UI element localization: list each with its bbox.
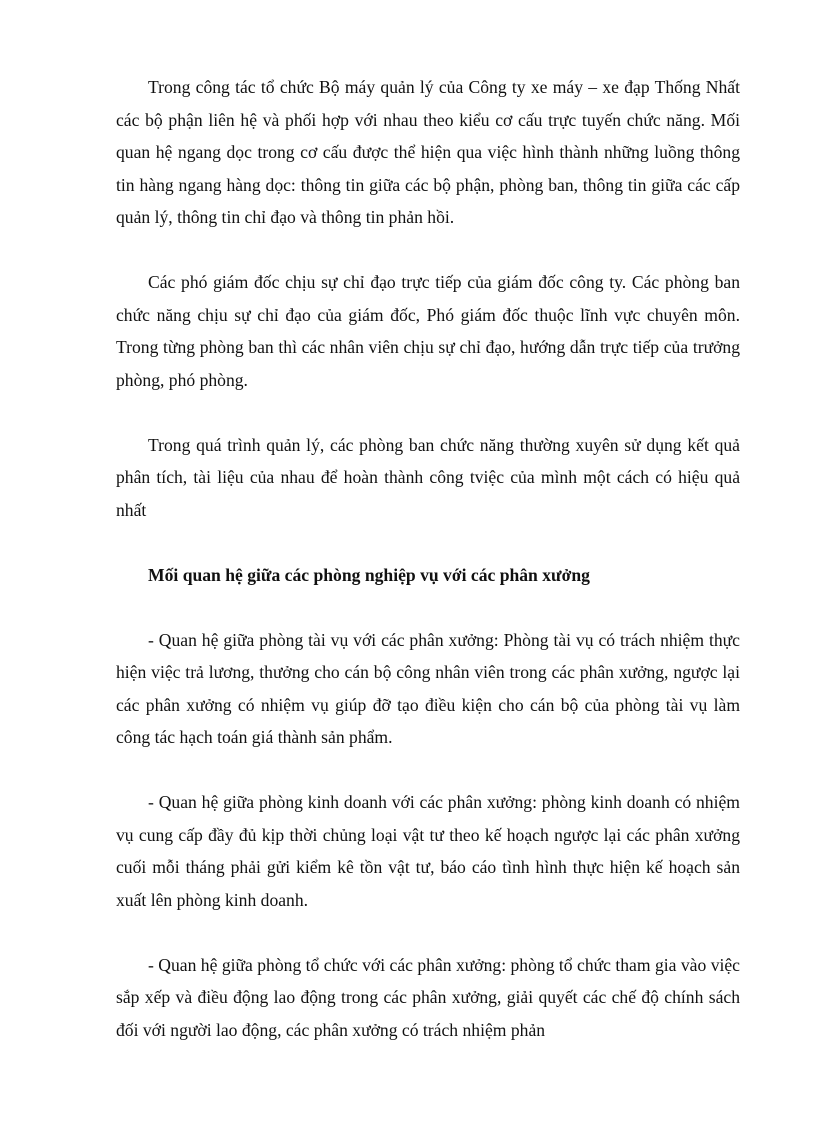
bullet-finance-department: - Quan hệ giữa phòng tài vụ với các phân xưởng: Phòng tài vụ có trách nhiệm thực hiện việc trả lương, thưởng cho cán bộ công nhân viên trong các phân xưởng, ngược lại các phân xưởng có nhiệm vụ giúp đỡ tạo điều kiện cho cán bộ của phòng tài vụ làm công tác hạch toán giá thành sản phẩm. <box>116 629 740 747</box>
paragraph-deputy-directors: Các phó giám đốc chịu sự chỉ đạo trực tiếp của giám đốc công ty. Các phòng ban chức năng chịu sự chỉ đạo của giám đốc, Phó giám đốc thuộc lĩnh vực chuyên môn. Trong từng phòng ban thì các nhân viên chịu sự chỉ đạo, hướng dẫn trực tiếp của trưởng phòng, phó phòng. <box>116 272 740 390</box>
paragraph-org-structure: Trong công tác tổ chức Bộ máy quản lý của Công ty xe máy – xe đạp Thống Nhất các bộ phận liên hệ và phối hợp với nhau theo kiểu cơ cấu trực tuyến chức năng. Mối quan hệ ngang dọc trong cơ cấu được thể hiện qua việc hình thành những luồng thông tin hàng ngang hàng dọc: thông tin giữa các bộ phận, phòng ban, thông tin giữa các cấp quản lý, thông tin chỉ đạo và thông tin phản hồi. <box>116 77 740 227</box>
section-heading: Mối quan hệ giữa các phòng nghiệp vụ với các phân xưởng <box>148 564 590 585</box>
document-body <box>116 71 740 1079</box>
bullet-organization-department: - Quan hệ giữa phòng tổ chức với các phân xưởng: phòng tổ chức tham gia vào việc sắp xếp và điều động lao động trong các phân xưởng, giải quyết các chế độ chính sách đối với người lao động, các phân xưởng có trách nhiệm phản <box>116 954 740 1040</box>
bullet-business-department: - Quan hệ giữa phòng kinh doanh với các phân xưởng: phòng kinh doanh có nhiệm vụ cung cấp đầy đủ kịp thời chủng loại vật tư theo kế hoạch ngược lại các phân xưởng cuối mỗi tháng phải gửi kiểm kê tồn vật tư, báo cáo tình hình thực hiện kế hoạch sản xuất lên phòng kinh doanh. <box>116 792 740 910</box>
paragraph-management-process: Trong quá trình quản lý, các phòng ban chức năng thường xuyên sử dụng kết quả phân tích, tài liệu của nhau để hoàn thành công tviệc của mình một cách có hiệu quả nhất <box>116 434 740 520</box>
